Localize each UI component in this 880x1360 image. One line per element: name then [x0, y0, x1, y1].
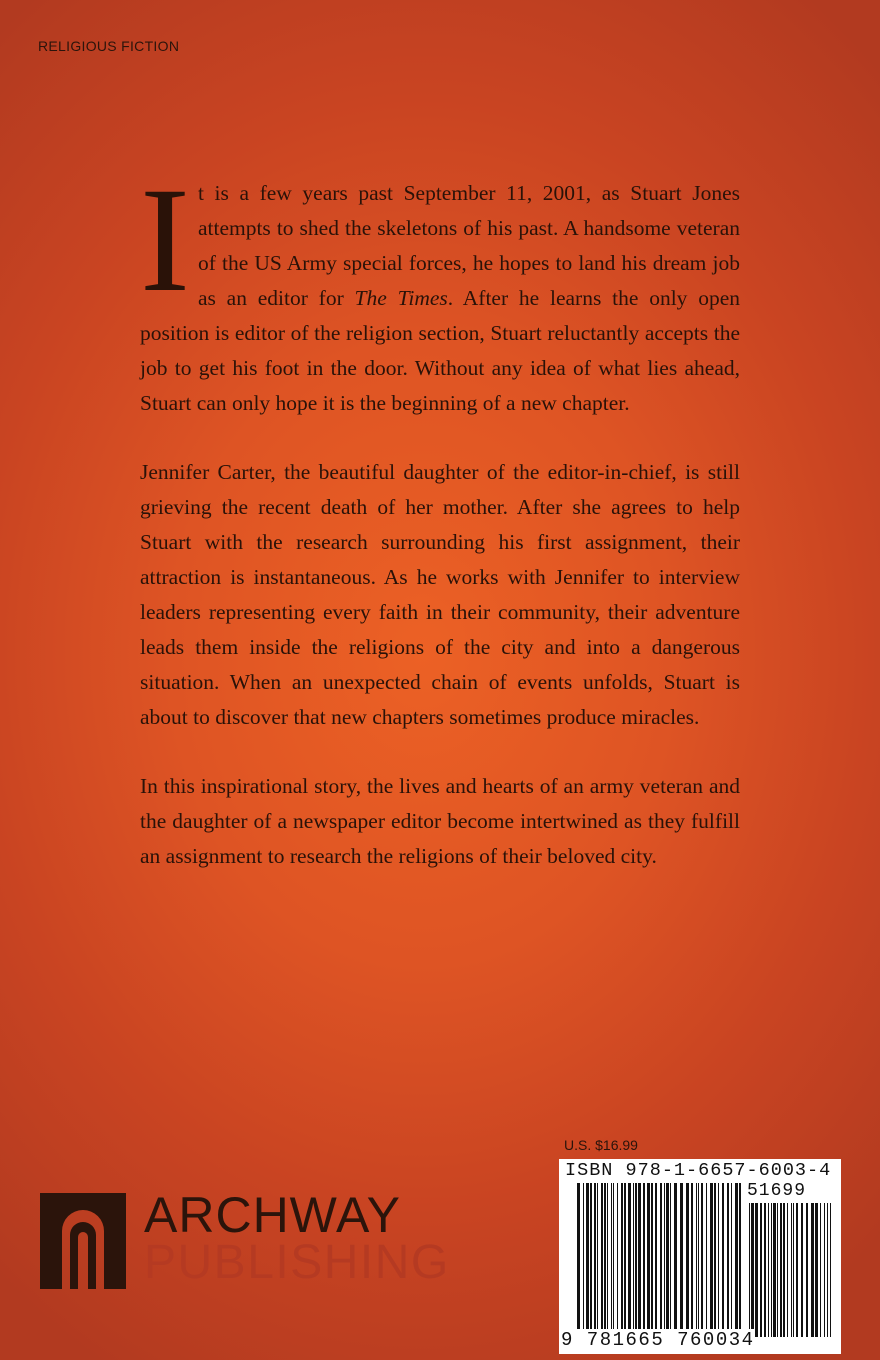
- isbn-number: ISBN 978-1-6657-6003-4: [565, 1160, 832, 1181]
- blurb-paragraph-3: In this inspirational story, the lives and hearts of an army veteran and the daughter of a newspaper editor become intertwined as they fulfill an assignment to research the religions of their beloved city.: [140, 774, 740, 868]
- publisher-name-line2: PUBLISHING: [144, 1236, 450, 1289]
- blurb-paragraph-2: Jennifer Carter, the beautiful daughter of the editor-in-chief, is still grieving the recent death of her mother. After she agrees to help Stuart with the research surrounding his first assignment, their attraction is instantaneous. As he works with Jennifer to interview leaders representing every faith in their community, their adventure leads them inside the religions of the city and into a dangerous situation. When an unexpected chain of events unfolds, Stuart is about to discover that new chapters sometimes produce miracles.: [140, 460, 740, 729]
- isbn-barcode: [559, 1159, 841, 1354]
- newspaper-title: The Times: [354, 286, 448, 310]
- barcode-addon-bars: [749, 1203, 831, 1337]
- blurb-p1-text-a: t is a few years past September 11, 2001, as Stuart Jones attempts to shed the skeletons of his past. A handsome veteran of the US Army special forces, he hopes to land his dream job as an editor for: [197, 181, 740, 310]
- barcode-addon-digits: 51699: [747, 1181, 807, 1201]
- blurb-p1-text-b: . After he learns the only open position is editor of the religion section, Stuart reluctantly accepts the job to get his foot in the door. Without any idea of what lies ahead, Stuart can only hope it is the beginning of a new chapter.: [140, 286, 740, 415]
- archway-arch-icon: [40, 1193, 126, 1289]
- publisher-name-line1: ARCHWAY: [144, 1187, 401, 1243]
- drop-cap: I: [140, 157, 190, 323]
- price-label: U.S. $16.99: [564, 1137, 638, 1153]
- barcode-ean-digits: 9 781665 760034: [561, 1329, 755, 1351]
- back-cover-blurb: [140, 157, 740, 908]
- genre-label: RELIGIOUS FICTION: [38, 38, 180, 54]
- barcode-main-bars: [577, 1183, 741, 1337]
- blurb-paragraph-1: [140, 157, 740, 421]
